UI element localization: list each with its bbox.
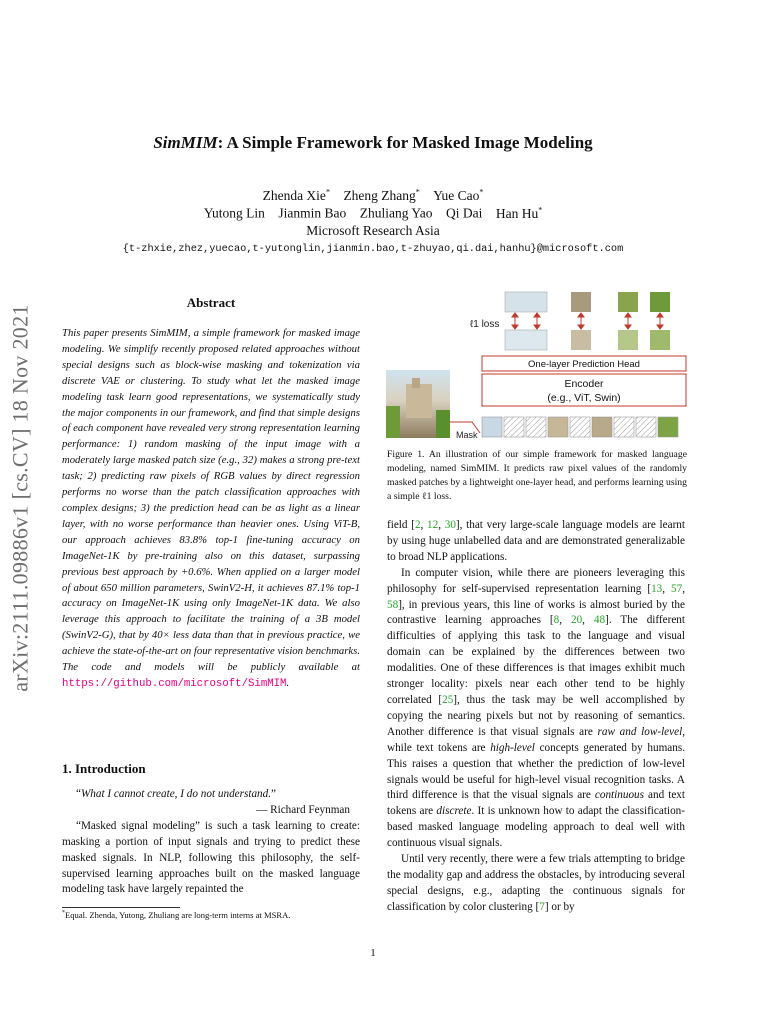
mask-label: Mask bbox=[456, 430, 478, 440]
citation-link[interactable]: 13 bbox=[651, 582, 663, 595]
loss-label: ℓ1 loss bbox=[470, 319, 500, 330]
arxiv-identifier: arXiv:2111.09886v1 [cs.CV] 18 Nov 2021 bbox=[8, 304, 33, 692]
author-name: Zheng Zhang* bbox=[343, 187, 420, 203]
author-emails: {t-zhxie,zhez,yuecao,t-yutonglin,jianmin.bao,t-zhuyao,qi.dai,hanhu}@microsoft.com bbox=[122, 243, 624, 255]
abstract-text: This paper presents SimMIM, a simple framework for masked image modeling. We simplify recently proposed related approaches without special designs such as block-wise masking and tokenization via discrete VAE or clustering. To study what let the masked image modeling task learn good representations, we systematically study the major components in our framework, and find that simple designs of each component have revealed very strong representation learning performance: 1) random masking of the input image with a moderately large masked patch size (e.g., 32) makes a strong pre-text task; 2) predicting raw pixels of RGB values by direct regression performs no worse than the patch classification approaches with complex designs; 3) the prediction head can be as light as a linear layer, with no worse performance than heavier ones. Using ViT-B, our approach achieves 83.8% top-1 fine-tuning accuracy on ImageNet-1K by pre-training also on this dataset, surpassing previous best approach by +0.6%. When applied on a larger model of about 650 million parameters, SwinV2-H, it achieves 87.1% top-1 accuracy on ImageNet-1K using only ImageNet-1K data. We also leverage this approach to facilitate the training of a 3B model (SwinV2-G), that by 40× less data than that in previous practice, we achieve the state-of-the-art on four representative vision benchmarks. The code and models will be publicly available at https://github.com/microsoft/SimMIM. bbox=[62, 327, 360, 690]
original-patches bbox=[505, 330, 670, 350]
author-name: Zhenda Xie* bbox=[262, 187, 330, 203]
input-image bbox=[386, 370, 450, 438]
citation-link[interactable]: 57 bbox=[671, 582, 683, 595]
encoder-label: Encoder bbox=[564, 378, 604, 390]
epigraph-author: — Richard Feynman bbox=[256, 803, 350, 816]
citation-link[interactable]: 58 bbox=[387, 598, 399, 611]
figure-caption: Figure 1. An illustration of our simple framework for masked language modeling, named SimMIM. It predicts raw pixel values of the randomly masked patches by a lightweight one-layer head, and performs learning using a simple ℓ1 loss. bbox=[387, 449, 687, 502]
author-name: Han Hu* bbox=[495, 205, 543, 221]
section-heading-introduction: 1. Introduction bbox=[62, 761, 146, 776]
author-line-2 bbox=[60, 205, 686, 222]
input-patch-tokens bbox=[482, 417, 678, 437]
paper-title: SimMIM: A Simple Framework for Masked Image Modeling bbox=[153, 133, 593, 152]
abstract-heading: Abstract bbox=[186, 295, 236, 310]
citation-link[interactable]: 2 bbox=[414, 519, 421, 531]
framework-figure bbox=[384, 286, 690, 446]
affiliation: Microsoft Research Asia bbox=[306, 223, 440, 238]
right-paragraph-1: field [2, 12, 30], that very large-scale language models are learnt by using huge unlabelled data and are demonstrated generalizable to broad NLP applications. bbox=[387, 519, 686, 563]
encoder-sub-label: (e.g., ViT, Swin) bbox=[547, 392, 621, 404]
author-name: Jianmin Bao bbox=[278, 205, 347, 221]
right-paragraph-2: In computer vision, while there are pioneers leveraging this philosophy for self-supervised representation learning [13, 57, 58], in previous years, this line of works is almost buried by the contrastive learning approaches [8, 20, 48]. The different difficulties of applying this task to the language and visual domain can be explained by the differences between two modalities. One of these differences is that images exhibit much stronger locality: pixels near each other tend to be highly correlated [25], thus the task may be well accomplished by copying the nearing pixels but not by reasoning of semantics. Another difference is that visual signals are raw and low-level, while text tokens are high-level concepts generated by humans. This raises a question that whether the prediction of low-level signals would be useful for high-level visual recognition tasks. A third difference is that the visual signals are continuous and text tokens are discrete. It is unknown how to adapt the classification-based masked language modeling approach to deal well with continuous visual signals. bbox=[387, 566, 686, 850]
author-name: Qi Dai bbox=[446, 205, 483, 221]
citation-link[interactable]: 20 bbox=[570, 614, 583, 627]
predicted-patches bbox=[505, 292, 670, 312]
right-column-text bbox=[387, 518, 685, 916]
author-line-1 bbox=[60, 187, 686, 204]
footnote: *Equal. Zhenda, Yutong, Zhuliang are long-term interns at MSRA. bbox=[62, 910, 291, 920]
citation-link[interactable]: 7 bbox=[539, 900, 545, 913]
author-name: Yue Cao* bbox=[433, 187, 484, 203]
page-number: 1 bbox=[370, 947, 376, 959]
citation-link[interactable]: 30 bbox=[444, 519, 456, 531]
footnote-rule bbox=[62, 907, 180, 908]
loss-arrows bbox=[512, 313, 663, 329]
citation-link[interactable]: 48 bbox=[593, 614, 606, 627]
author-name: Zhuliang Yao bbox=[359, 205, 433, 221]
citation-link[interactable]: 25 bbox=[442, 693, 454, 706]
intro-paragraph: “Masked signal modeling” is such a task learning to create: masking a portion of input signals and trying to predict these masked signals. In NLP, following this philosophy, the self-supervised learning approaches built on the masked language modeling task have largely repainted the bbox=[62, 819, 360, 896]
code-link[interactable]: https://github.com/microsoft/SimMIM bbox=[62, 677, 287, 690]
introduction-text bbox=[62, 787, 360, 898]
right-paragraph-3: Until very recently, there were a few trials attempting to bridge the modality gap and address the obstacles, by introducing several special designs, e.g., adapting the continuous signals for classification by color clustering [7] or by bbox=[387, 853, 685, 913]
epigraph-quote: “What I cannot create, I do not understand.” bbox=[76, 788, 276, 800]
citation-link[interactable]: 8 bbox=[553, 614, 560, 627]
author-name: Yutong Lin bbox=[203, 205, 265, 221]
prediction-head-label: One-layer Prediction Head bbox=[528, 359, 640, 370]
citation-link[interactable]: 12 bbox=[427, 519, 439, 531]
